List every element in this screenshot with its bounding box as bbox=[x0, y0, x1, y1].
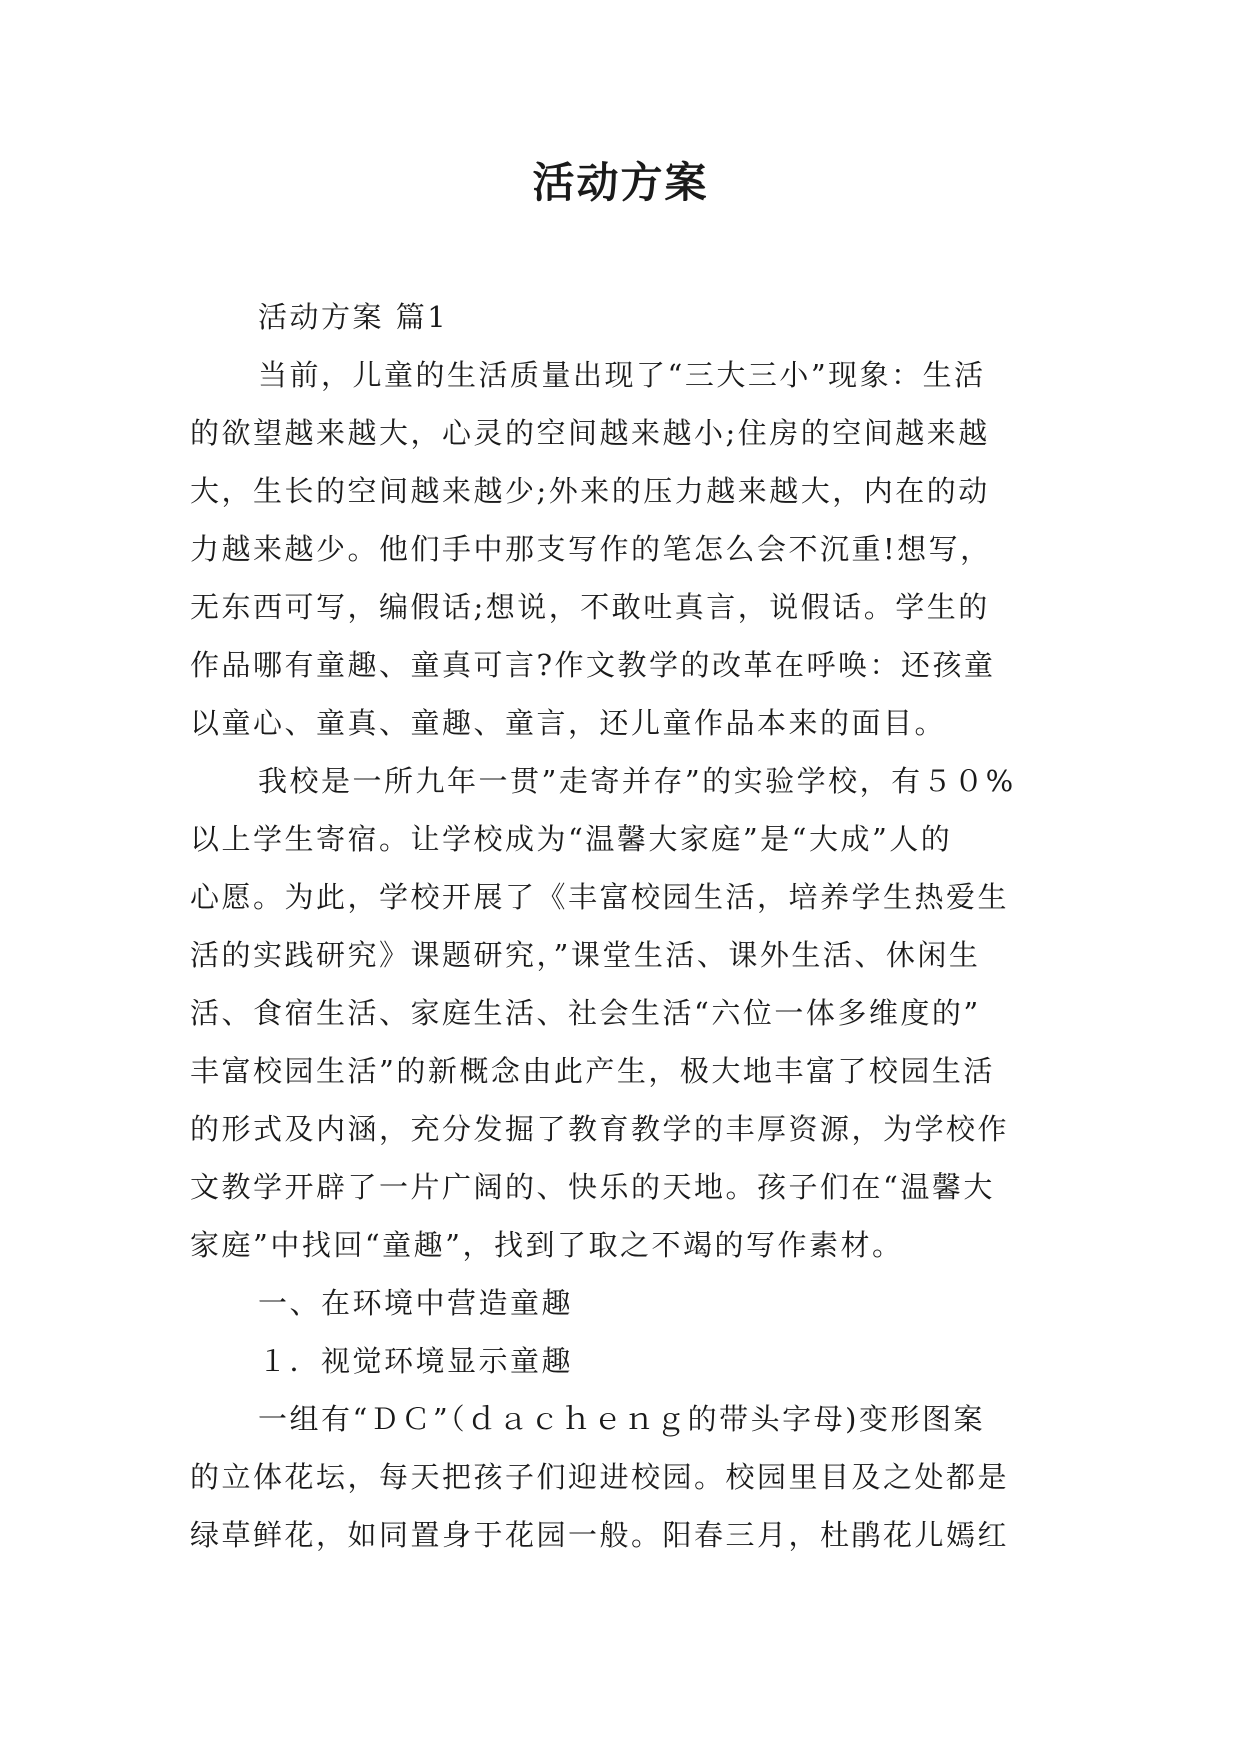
paragraph-line: 绿草鲜花，如同置身于花园一般。阳春三月，杜鹃花儿嫣红 bbox=[190, 1518, 1010, 1552]
paragraph-line: 文教学开辟了一片广阔的、快乐的天地。孩子们在“温馨大 bbox=[190, 1170, 995, 1204]
subsection-heading: １．视觉环境显示童趣 bbox=[258, 1344, 574, 1378]
paragraph-line: 的形式及内涵，充分发掘了教育教学的丰厚资源，为学校作 bbox=[190, 1112, 1010, 1146]
paragraph-line: 力越来越少。他们手中那支写作的笔怎么会不沉重!想写， bbox=[190, 532, 992, 566]
paragraph-line: 心愿。为此，学校开展了《丰富校园生活，培养学生热爱生 bbox=[190, 880, 1010, 914]
paragraph-line: 活、食宿生活、家庭生活、社会生活“六位一体多维度的” bbox=[190, 996, 981, 1030]
paragraph-line: 的立体花坛，每天把孩子们迎进校园。校园里目及之处都是 bbox=[190, 1460, 1010, 1494]
paragraph-line: 活的实践研究》课题研究，”课堂生活、课外生活、休闲生 bbox=[190, 938, 981, 972]
paragraph-line: 我校是一所九年一贯”走寄并存”的实验学校，有５０% bbox=[258, 764, 1016, 798]
paragraph-line: 大，生长的空间越来越少;外来的压力越来越大，内在的动 bbox=[190, 474, 990, 508]
paragraph-line: 家庭”中找回“童趣”，找到了取之不竭的写作素材。 bbox=[190, 1228, 904, 1262]
paragraph-line: 丰富校园生活”的新概念由此产生，极大地丰富了校园生活 bbox=[190, 1054, 995, 1088]
paragraph-line: 作品哪有童趣、童真可言?作文教学的改革在呼唤：还孩童 bbox=[190, 648, 996, 682]
paragraph-line: 无东西可写，编假话;想说，不敢吐真言，说假话。学生的 bbox=[190, 590, 990, 624]
paragraph-line: 一组有“ＤＣ”（ｄａｃｈｅｎｇ的带头字母)变形图案 bbox=[258, 1402, 985, 1436]
paragraph-line: 以上学生寄宿。让学校成为“温馨大家庭”是“大成”人的 bbox=[190, 822, 953, 856]
document-title: 活动方案 bbox=[532, 158, 709, 207]
document-body bbox=[190, 288, 1050, 1564]
paragraph-line: 以童心、童真、童趣、童言，还儿童作品本来的面目。 bbox=[190, 706, 947, 740]
paragraph-line: 当前，儿童的生活质量出现了“三大三小”现象：生活 bbox=[258, 358, 986, 392]
section-heading: 一、在环境中营造童趣 bbox=[258, 1286, 574, 1320]
section-heading: 活动方案 篇1 bbox=[258, 300, 449, 334]
paragraph-line: 的欲望越来越大，心灵的空间越来越小;住房的空间越来越 bbox=[190, 416, 990, 450]
